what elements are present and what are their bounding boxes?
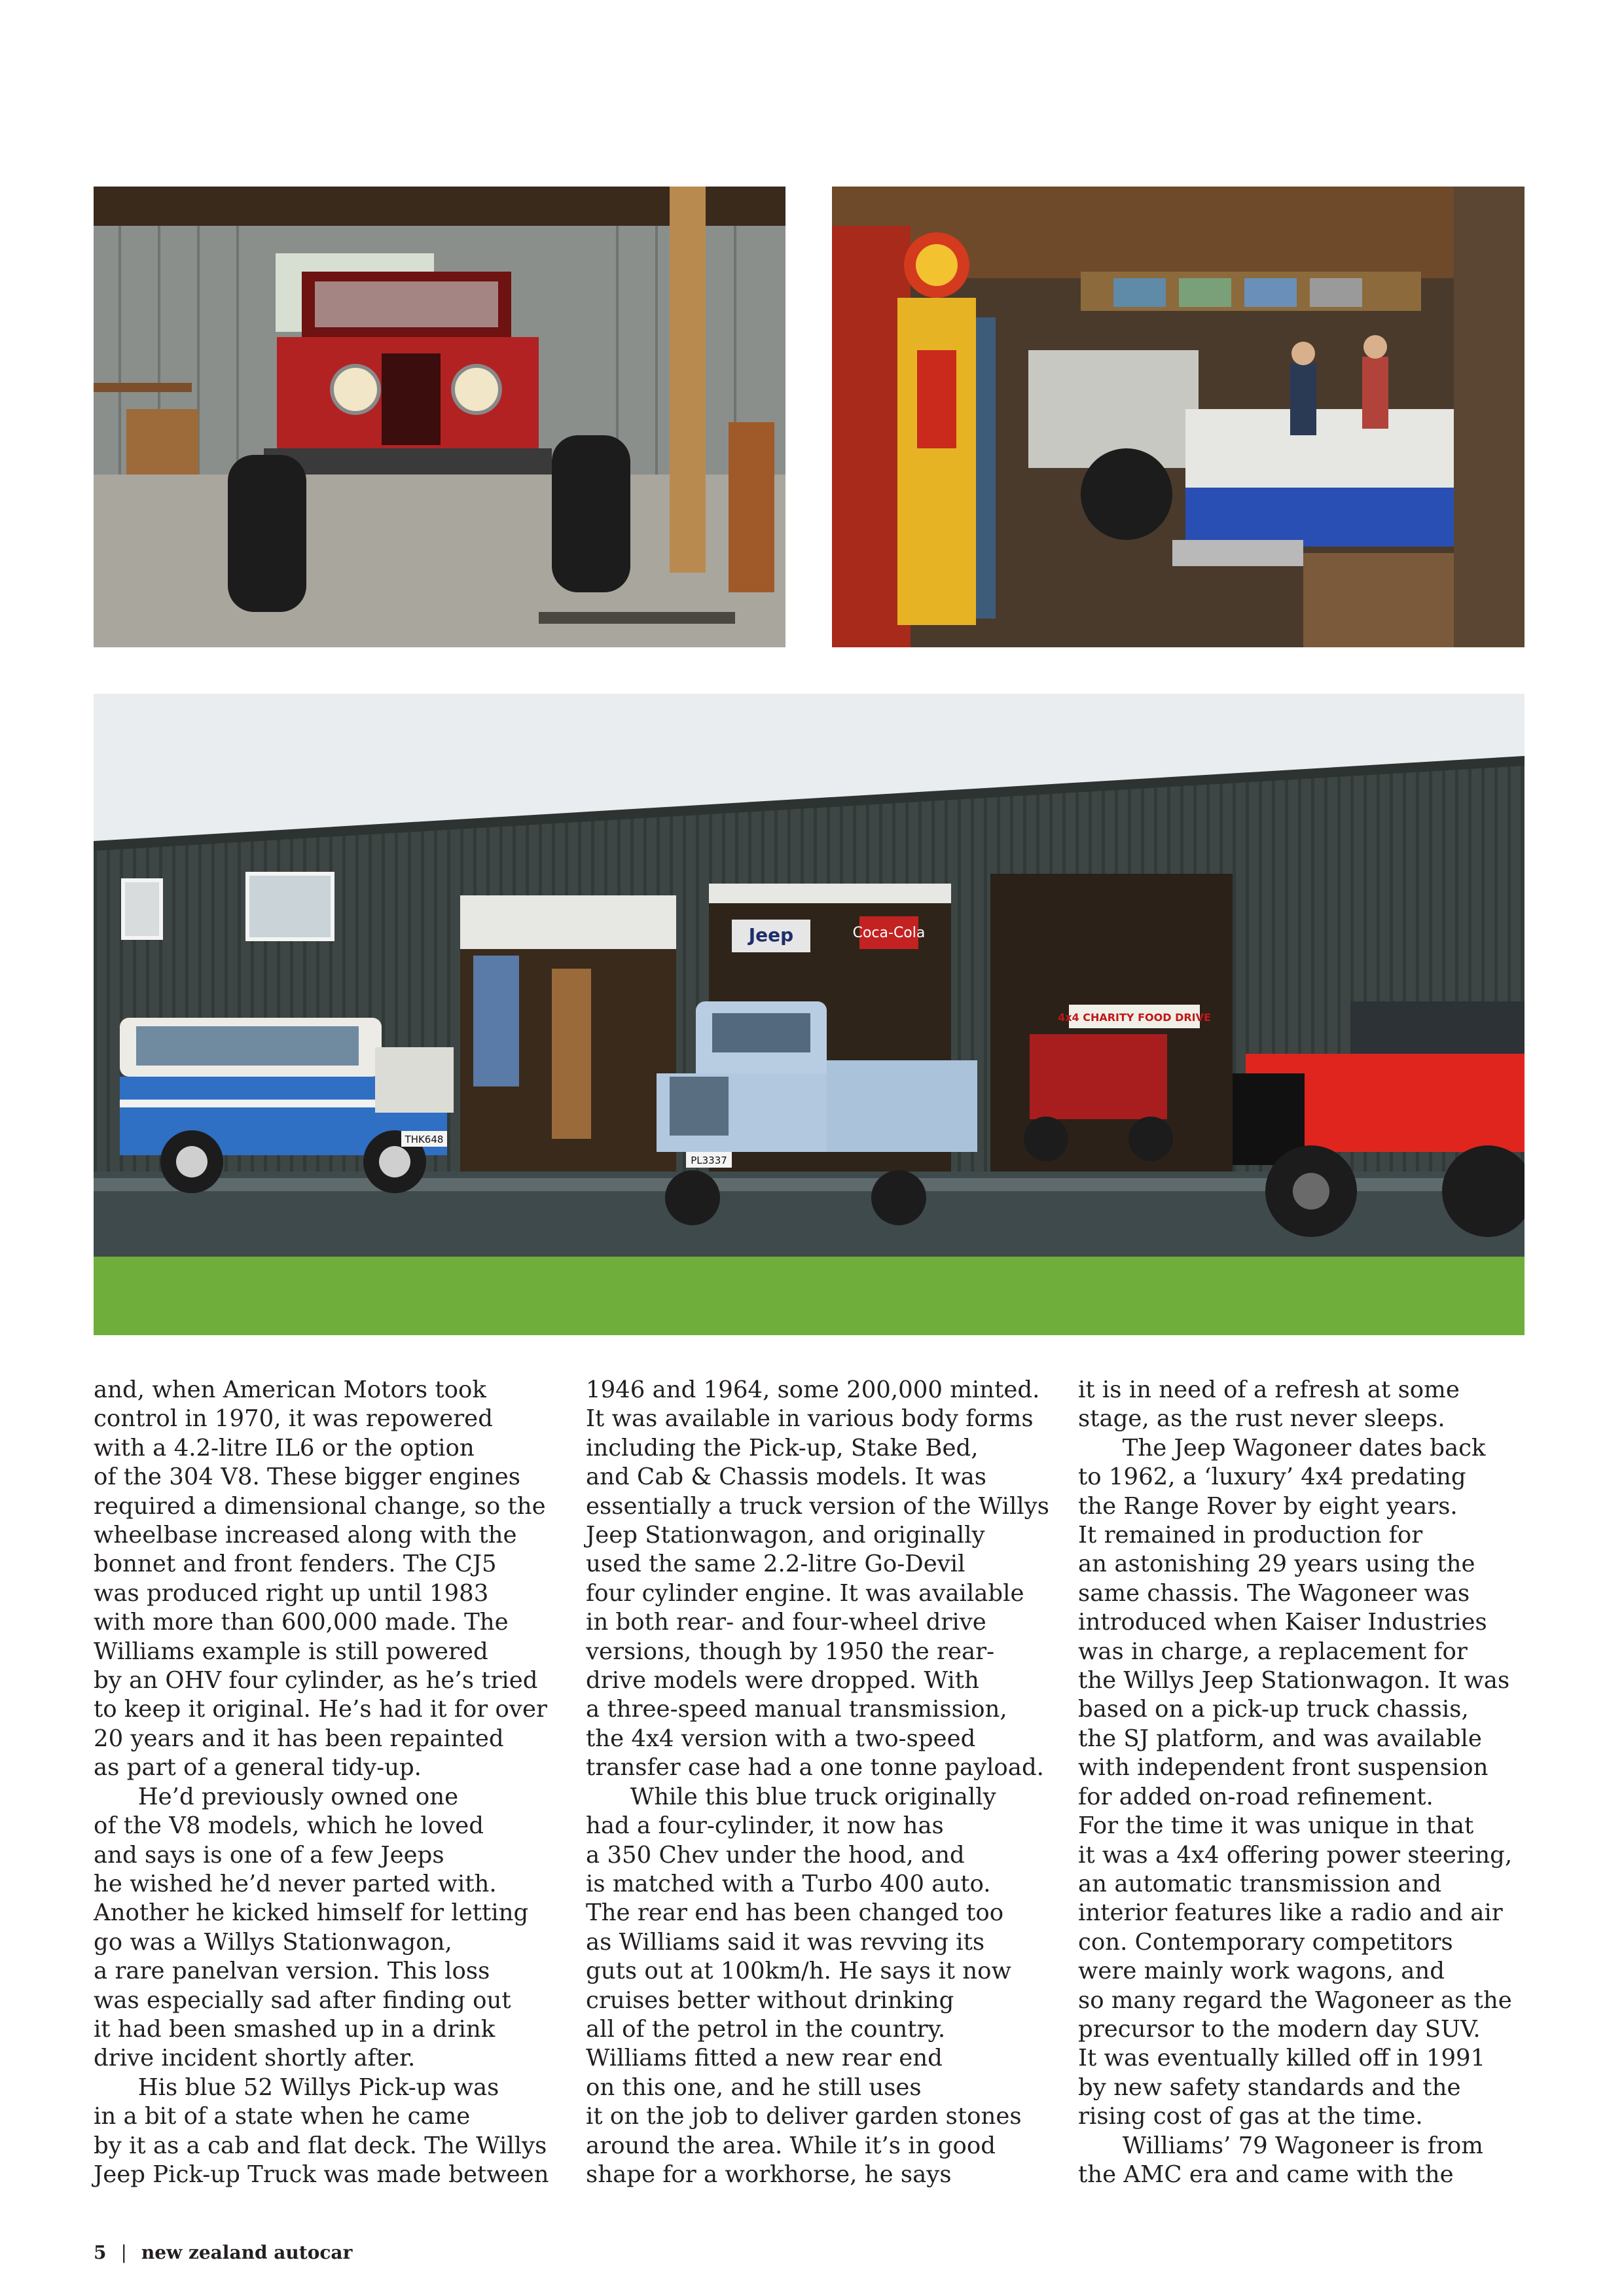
wagoneer-plate: THK648 <box>405 1134 444 1145</box>
article-line: introduced when Kaiser Industries <box>1078 1609 1487 1636</box>
article-line: the SJ platform, and was available <box>1078 1725 1482 1752</box>
article-line: as Williams said it was revving its <box>586 1928 985 1956</box>
article-line: essentially a truck version of the Willys <box>586 1492 1049 1520</box>
page-folio <box>94 2242 352 2263</box>
article-line: by it as a cab and flat deck. The Willys <box>94 2132 547 2159</box>
article-line: the Willys Jeep Stationwagon. It was <box>1078 1667 1510 1695</box>
article-line: of the V8 models, which he loved <box>94 1812 484 1840</box>
publication-name: new zealand autocar <box>141 2242 353 2263</box>
article-line: so many regard the Wagoneer as the <box>1078 1986 1512 2014</box>
article-line: Williams example is still powered <box>94 1638 488 1665</box>
article-line: control in 1970, it was repowered <box>94 1405 493 1433</box>
article-line: it was a 4x4 offering power steering, <box>1078 1841 1513 1869</box>
article-line: bonnet and front fenders. The CJ5 <box>94 1551 497 1578</box>
article-line: it had been smashed up in a drink <box>94 2015 496 2043</box>
article-line: stage, as the rust never sleeps. <box>1078 1405 1445 1433</box>
article-line: by an OHV four cylinder, as he’s tried <box>94 1667 538 1695</box>
article-line: 20 years and it has been repainted <box>94 1725 504 1752</box>
article-line: precursor to the modern day SUV. <box>1078 2015 1481 2043</box>
article-line: drive models were dropped. With <box>586 1667 979 1695</box>
article-line: he wished he’d never parted with. <box>94 1870 497 1897</box>
garage-interior-with-petrol-pump-photo <box>832 187 1525 647</box>
page-number: 5 <box>94 2242 107 2263</box>
article-line: is matched with a Turbo 400 auto. <box>586 1870 991 1897</box>
article-line: For the time it was unique in that <box>1078 1812 1474 1840</box>
article-line: the 4x4 version with a two-speed <box>586 1725 976 1752</box>
article-line: wheelbase increased along with the <box>94 1522 517 1549</box>
article-column-1 <box>94 1376 552 2189</box>
article-line: It was eventually killed off in 1991 <box>1078 2045 1486 2072</box>
article-line: guts out at 100km/h. He says it now <box>586 1958 1011 1985</box>
article-line: was produced right up until 1983 <box>94 1579 489 1607</box>
article-line: Another he kicked himself for letting <box>94 1899 529 1927</box>
article-line: The rear end has been changed too <box>586 1899 1004 1927</box>
article-line: He’d previously owned one <box>94 1783 459 1810</box>
article-line: to 1962, a ‘luxury’ 4x4 predating <box>1078 1463 1466 1491</box>
article-line: and, when American Motors took <box>94 1376 486 1403</box>
article-column-2 <box>586 1376 1049 2189</box>
article-column-3 <box>1078 1376 1536 2189</box>
article-line: con. Contemporary competitors <box>1078 1928 1453 1956</box>
article-line: It was available in various body forms <box>586 1405 1034 1433</box>
red-jeep-cj5-in-shed-photo <box>94 187 785 647</box>
article-line: It remained in production for <box>1078 1522 1423 1549</box>
article-line: had a four-cylinder, it now has <box>586 1812 944 1840</box>
article-line: interior features like a radio and air <box>1078 1899 1503 1927</box>
article-line: the Range Rover by eight years. <box>1078 1492 1458 1520</box>
article-line: a three-speed manual transmission, <box>586 1696 1007 1723</box>
article-line: for added on-road refinement. <box>1078 1783 1434 1810</box>
article-line: Williams’ 79 Wagoneer is from <box>1078 2132 1483 2159</box>
article-line: it on the job to deliver garden stones <box>586 2103 1022 2130</box>
article-line: drive incident shortly after. <box>94 2045 416 2072</box>
willys-plate: PL3337 <box>691 1155 727 1166</box>
article-line: Williams fitted a new rear end <box>586 2045 943 2072</box>
article-line: based on a pick-up truck chassis, <box>1078 1696 1469 1723</box>
article-line: were mainly work wagons, and <box>1078 1958 1445 1985</box>
article-line: was especially sad after finding out <box>94 1986 511 2014</box>
article-line: in both rear- and four-wheel drive <box>586 1609 986 1636</box>
article-line: His blue 52 Willys Pick-up was <box>94 2073 499 2101</box>
article-line: on this one, and he still uses <box>586 2073 922 2101</box>
article-line: was in charge, a replacement for <box>1078 1638 1468 1665</box>
article-line: While this blue truck originally <box>586 1783 996 1810</box>
article-line: and Cab & Chassis models. It was <box>586 1463 986 1491</box>
article-line: rising cost of gas at the time. <box>1078 2103 1423 2130</box>
article-line: go was a Willys Stationwagon, <box>94 1928 452 1956</box>
jeep-sign: Jeep <box>748 924 794 946</box>
article-line: Jeep Pick-up Truck was made between <box>94 2161 549 2188</box>
article-line: an astonishing 29 years using the <box>1078 1551 1475 1578</box>
folio-separator: | <box>120 2242 127 2263</box>
article-line: Jeep Stationwagon, and originally <box>586 1522 985 1549</box>
article-line: The Jeep Wagoneer dates back <box>1078 1434 1486 1462</box>
article-line: four cylinder engine. It was available <box>586 1579 1024 1607</box>
article-line: a 350 Chev under the hood, and <box>586 1841 965 1869</box>
article-line: used the same 2.2-litre Go-Devil <box>586 1551 965 1578</box>
article-line: 1946 and 1964, some 200,000 minted. <box>586 1376 1040 1403</box>
article-line: all of the petrol in the country. <box>586 2015 946 2043</box>
article-line: and says is one of a few Jeeps <box>94 1841 444 1869</box>
article-line: versions, though by 1950 the rear- <box>586 1638 995 1665</box>
article-line: shape for a workhorse, he says <box>586 2161 952 2188</box>
article-line: required a dimensional change, so the <box>94 1492 546 1520</box>
article-line: transfer case had a one tonne payload. <box>586 1754 1044 1782</box>
article-line: in a bit of a state when he came <box>94 2103 471 2130</box>
article-line: around the area. While it’s in good <box>586 2132 996 2159</box>
article-line: with more than 600,000 made. The <box>94 1609 509 1636</box>
article-line: by new safety standards and the <box>1078 2073 1461 2101</box>
jeep-collection-outside-green-shed-photo <box>94 694 1525 1335</box>
article-line: with a 4.2-litre IL6 or the option <box>94 1434 475 1462</box>
article-line: a rare panelvan version. This loss <box>94 1958 490 1985</box>
article-line: with independent front suspension <box>1078 1754 1489 1782</box>
article-line: it is in need of a refresh at some <box>1078 1376 1460 1403</box>
article-line: as part of a general tidy-up. <box>94 1754 422 1782</box>
cocacola-sign: Coca-Cola <box>852 925 926 941</box>
article-line: the AMC era and came with the <box>1078 2161 1454 2188</box>
article-line: same chassis. The Wagoneer was <box>1078 1579 1470 1607</box>
article-line: an automatic transmission and <box>1078 1870 1442 1897</box>
article-line: including the Pick-up, Stake Bed, <box>586 1434 979 1462</box>
article-line: cruises better without drinking <box>586 1986 954 2014</box>
article-line: of the 304 V8. These bigger engines <box>94 1463 520 1491</box>
article-line: to keep it original. He’s had it for over <box>94 1696 547 1723</box>
charity-banner: 4x4 CHARITY FOOD DRIVE <box>1058 1011 1211 1024</box>
